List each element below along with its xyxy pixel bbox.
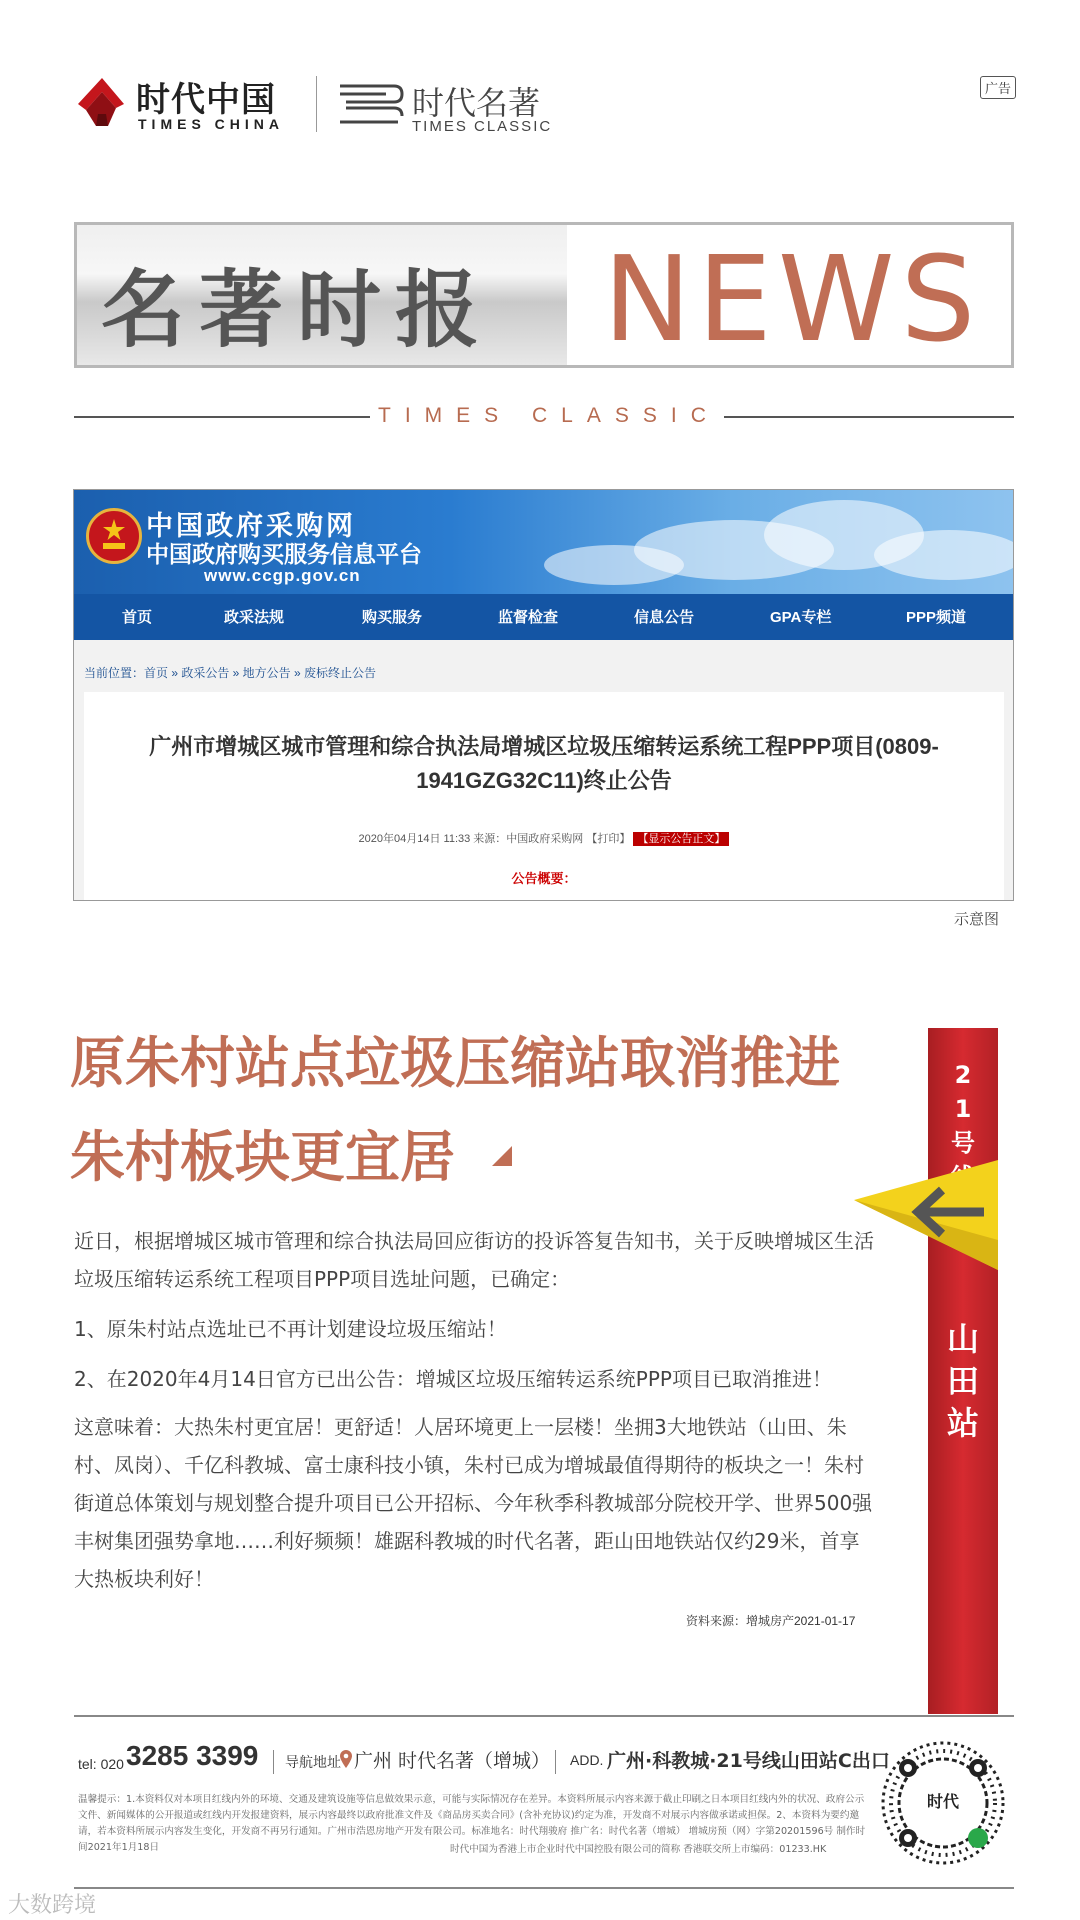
national-emblem-icon: [86, 508, 142, 564]
ccgp-screenshot: [73, 489, 1014, 901]
add-prefix: ADD.: [570, 1752, 604, 1768]
notice-title: [84, 730, 1004, 798]
nav-address: 广州 时代名著（增城）: [354, 1750, 551, 1772]
body-paragraph-3: 2、在2020年4月14日官方已出公告：增城区垃圾压缩转运系统PPP项目已取消推进！: [74, 1367, 832, 1391]
times-classic-logo: [336, 78, 566, 138]
times-china-logo: [72, 72, 312, 142]
banner-tagline: TIMES CLASSIC: [378, 404, 720, 427]
footer-rule-top: [74, 1715, 1014, 1717]
mini-program-label: 时代: [903, 1784, 983, 1820]
watermark: 大数跨境: [8, 1893, 97, 1918]
site-nav-item-services[interactable]: 购买服务: [362, 609, 423, 626]
footer-rule-bottom: [74, 1887, 1014, 1889]
footer-divider: [273, 1750, 274, 1774]
corner-mark-icon: [492, 1146, 512, 1166]
notice-summary-label: 公告概要：: [511, 871, 577, 886]
add-address: 广州·科教城·21号线山田站C出口: [607, 1750, 890, 1772]
location-pin-icon: [340, 1750, 352, 1768]
site-header: [74, 490, 1014, 594]
body-paragraph-1: 近日，根据增城区城市管理和综合执法局回应街访的投诉答复告知书，关于反映增城区生活垃圾压缩转运系统工程项目PPP项目选址问题，已确定：: [74, 1229, 874, 1291]
body-paragraph-2: 1、原朱村站点选址已不再计划建设垃圾压缩站！: [74, 1317, 507, 1341]
footer-divider: [555, 1750, 556, 1774]
site-nav-item-regulations[interactable]: 政采法规: [224, 609, 285, 626]
sub-brand-en: TIMES CLASSIC: [412, 118, 553, 135]
brand-en: TIMES CHINA: [138, 116, 284, 132]
body-paragraph-4: 这意味着：大热朱村更宜居！更舒适！人居环境更上一层楼！坐拥3大地铁站（山田、朱村、凤岗）、千亿科教城、富士康科技小镇，朱村已成为增城最值得期待的板块之一！朱村街道总体策划与规划整合提升项目已公开招标、今年秋季科教城部分院校开学、世界500强丰树集团强势拿地……利好频频！雄踞科教城的时代名著，距山田地铁站仅约29米，首享大热板块利好！: [74, 1415, 873, 1591]
times-china-logo-icon: [72, 74, 128, 130]
show-notice-button[interactable]: 【显示公告正文】: [633, 832, 729, 846]
screenshot-caption: 示意图: [954, 911, 1000, 928]
headline-line2: 朱村板块更宜居: [70, 1125, 456, 1189]
site-nav-item-ppp[interactable]: PPP频道: [906, 609, 967, 626]
tagline-rule-right: [724, 416, 1014, 418]
breadcrumb: 当前位置：首页 » 政采公告 » 地方公告 » 废标终止公告: [84, 666, 377, 680]
notice-title-line1: 广州市增城区城市管理和综合执法局增城区垃圾压缩转运系统工程PPP项目(0809-: [149, 734, 939, 759]
news-title-en: NEWS: [603, 230, 982, 368]
nav-prefix: 导航地址: [285, 1754, 341, 1770]
source-note: 资料来源：增城房产2021-01-17: [686, 1614, 856, 1628]
site-title: 中国政府采购网: [146, 511, 356, 542]
tel-number[interactable]: 3285 3399: [126, 1740, 259, 1771]
notice-meta: [84, 830, 1004, 846]
site-nav-item-supervision[interactable]: 监督检查: [498, 609, 559, 626]
metro-station-label: 山田站: [946, 1320, 979, 1442]
tagline-rule-left: [74, 416, 370, 418]
listing-note: 时代中国为香港上市企业时代中国控股有限公司的简称 香港联交所上市编码：01233.HK: [450, 1844, 827, 1855]
ad-badge: 广告: [980, 76, 1016, 99]
times-classic-logo-icon: [336, 78, 406, 128]
notice-panel: [84, 692, 1004, 901]
news-banner: [74, 222, 1014, 368]
brand-cn: 时代中国: [136, 80, 276, 120]
tel-prefix: tel: 020: [78, 1756, 124, 1772]
site-nav: [74, 594, 1014, 640]
site-nav-item-notices[interactable]: 信息公告: [634, 609, 695, 626]
headline: [70, 1016, 840, 1204]
site-subtitle: 中国政府购买服务信息平台: [146, 542, 422, 568]
headline-line1: 原朱村站点垃圾压缩站取消推进: [70, 1031, 841, 1095]
disclaimer: 温馨提示：1.本资料仅对本项目红线内外的环境、交通及建筑设施等信息做效果示意，可能与实际情况存在差异。本资料所展示内容来源于截止印刷之日本项目红线内外的状况、政府公示文件、新闻媒体的公开报道或红线内开发报建资料，展示内容最终以政府批准文件及《商品房买卖合同》(含补充协议)约定为准，开发商不对展示内容做承诺或担保。2、本资料为要约邀请，若本资料所展示内容发生变化，开发商不再另行通知。广州市浩恩房地产开发有限公司。标准地名：时代翔骏府 推广名：时代名著（增城） 增城房预（网）字第20201596号 制作时间2021年1月18日: [78, 1794, 866, 1853]
site-url: www.ccgp.gov.cn: [204, 566, 361, 585]
site-nav-item-home[interactable]: 首页: [122, 609, 153, 626]
site-nav-item-gpa[interactable]: GPA专栏: [770, 609, 832, 626]
notice-title-line2: 1941GZG32C11)终止公告: [416, 768, 672, 793]
notice-meta-text: 2020年04月14日 11:33 来源：中国政府采购网 【打印】: [358, 833, 631, 845]
arrow-left-icon: [854, 1160, 1004, 1270]
news-title-cn: 名著时报: [101, 261, 494, 359]
logo-divider: [316, 76, 317, 132]
mini-program-code[interactable]: [880, 1740, 1006, 1866]
sub-brand-cn: 时代名著: [412, 84, 541, 122]
metro-line-label: 21号: [950, 1061, 975, 1157]
metro-sign: [928, 1028, 998, 1714]
